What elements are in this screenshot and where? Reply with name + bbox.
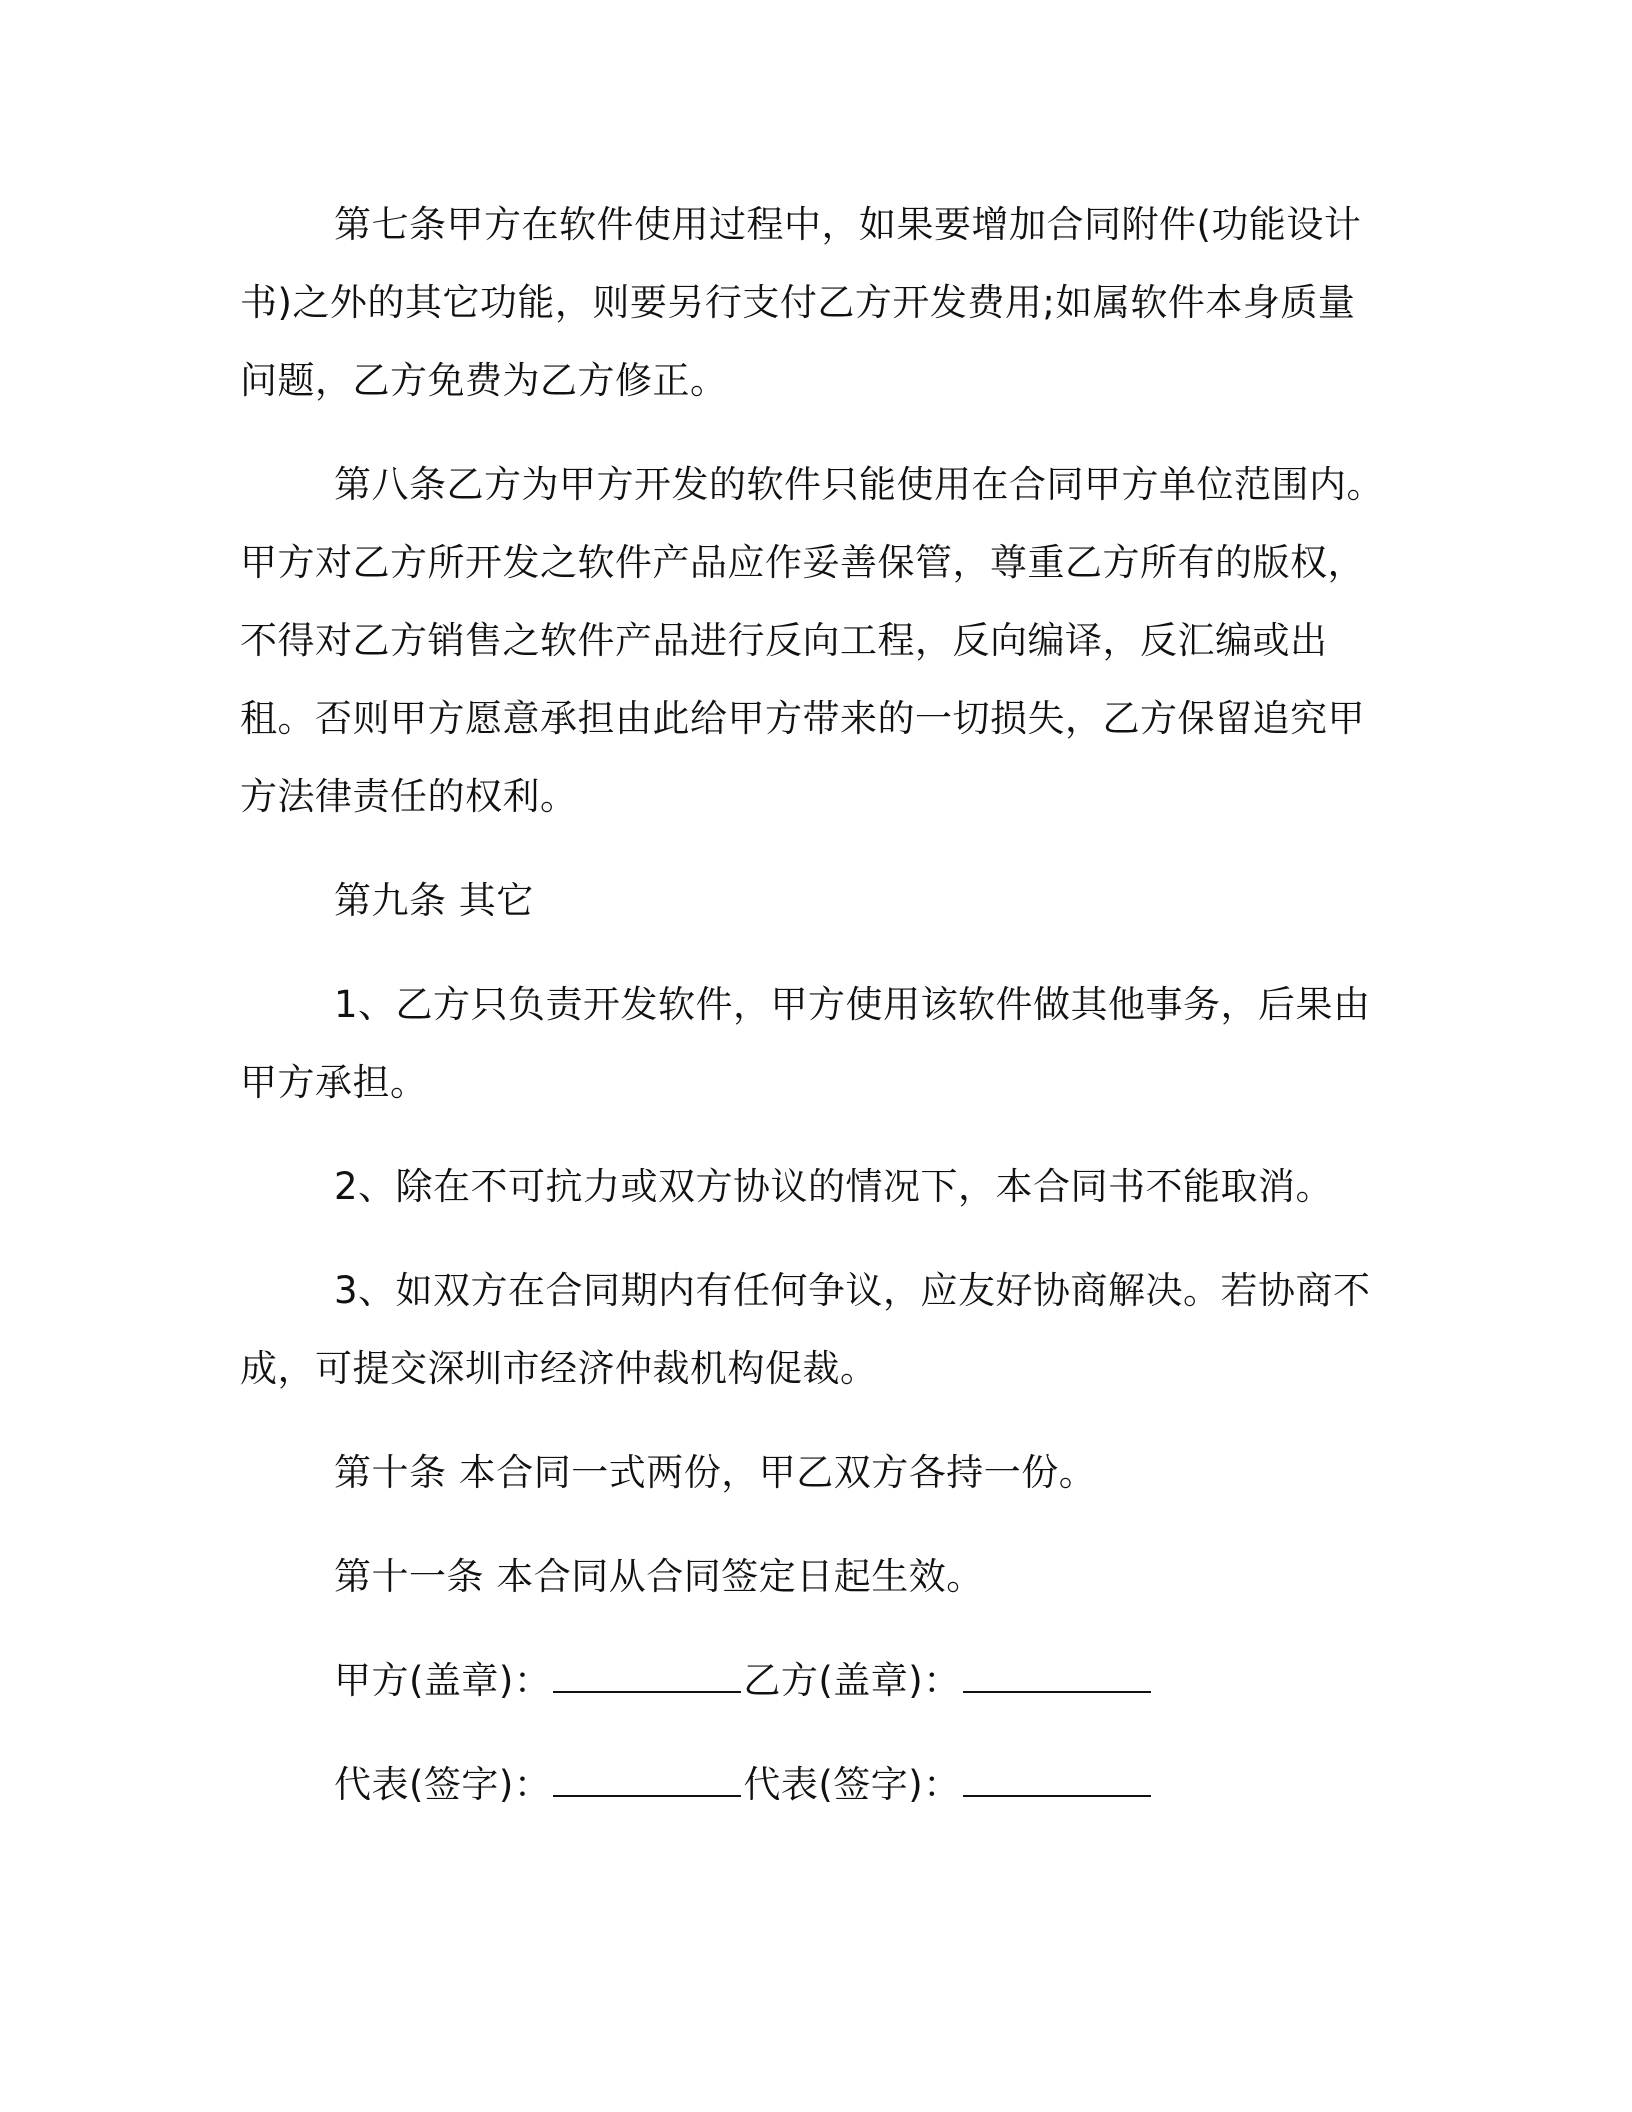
article-9-item-1: 1、乙方只负责开发软件，甲方使用该软件做其他事务，后果由甲方承担。 [240,983,1371,1104]
article-11: 第十一条 本合同从合同签定日起生效。 [334,1555,984,1598]
party-b-seal-blank [963,1661,1151,1693]
party-b-seal-label: 乙方(盖章)： [743,1659,961,1702]
document-body [240,186,1390,1824]
article-9-item-2: 2、除在不可抗力或双方协议的情况下，本合同书不能取消。 [334,1165,1334,1208]
article-9-title: 第九条 其它 [334,879,534,922]
rep-a-sign-label: 代表(签字)： [334,1763,552,1806]
article-9-item-3: 3、如双方在合同期内有任何争议，应友好协商解决。若协商不成，可提交深圳市经济仲裁机构促裁。 [240,1269,1371,1390]
party-a-seal-blank [553,1661,741,1693]
party-a-seal-label: 甲方(盖章)： [334,1659,552,1702]
article-10: 第十条 本合同一式两份，甲乙双方各持一份。 [334,1451,1097,1494]
article-8: 第八条乙方为甲方开发的软件只能使用在合同甲方单位范围内。甲方对乙方所开发之软件产品应作妥善保管，尊重乙方所有的版权，不得对乙方销售之软件产品进行反向工程，反向编译，反汇编或出租。否则甲方愿意承担由此给甲方带来的一切损失，乙方保留追究甲方法律责任的权利。 [240,463,1384,818]
rep-b-sign-blank [963,1765,1151,1797]
signature-line [240,1746,1390,1824]
rep-a-sign-blank [553,1765,741,1797]
rep-b-sign-label: 代表(签字)： [743,1763,961,1806]
seal-line [240,1642,1390,1720]
article-7: 第七条甲方在软件使用过程中，如果要增加合同附件(功能设计书)之外的其它功能，则要另行支付乙方开发费用;如属软件本身质量问题，乙方免费为乙方修正。 [240,203,1362,402]
